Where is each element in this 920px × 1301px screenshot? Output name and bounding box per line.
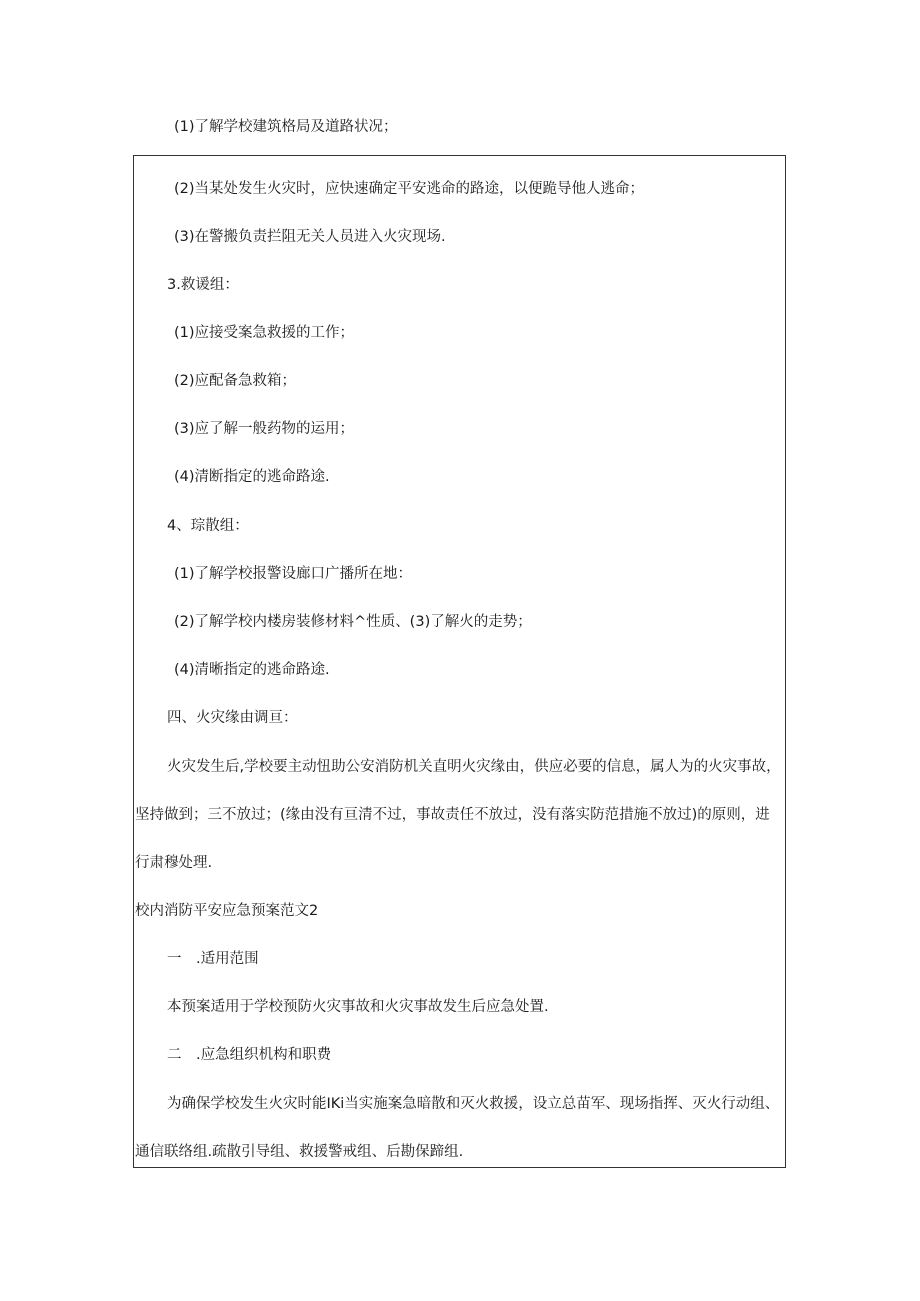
section-heading: 二 .应急组织机构和职费	[167, 1047, 332, 1063]
doc-line: (3)应了解一般药物的运用；	[174, 421, 355, 437]
section-heading: 3.救谖组：	[167, 277, 239, 293]
section-heading: 4、琮散组：	[167, 518, 249, 534]
doc-line: (3)在警搬负责拦阻无关人员进入火灾现场.	[174, 229, 446, 245]
doc-line: (4)清晰指定的逃命路途.	[174, 662, 330, 678]
doc-line: (1)了解学校报警设廊口广播所在地：	[174, 566, 413, 582]
doc-line: (1)了解学校建筑格局及道路状况；	[174, 119, 398, 135]
paragraph-line: 通信联络组.疏散引导组、救援警戒组、后勘保蹄组.	[135, 1144, 464, 1160]
paragraph-line: 本预案适用于学校预防火灾事故和火灾事故发生后应急处置.	[167, 999, 549, 1015]
section-heading: 四、火灾缘由调亘：	[167, 710, 298, 726]
doc-line: (2)了解学校内楼房装修材料^性质、(3)了解火的走势；	[174, 614, 532, 630]
doc-line: (1)应接受案急救援的工作；	[174, 325, 355, 341]
document-title: 校内消防平安应急预案范文2	[135, 903, 319, 919]
paragraph-line: 火灾发生后,学校要主动忸助公安消防机关直明火灾缘由，供应必要的信息，属人为的火灾事故，	[167, 759, 781, 775]
doc-line: (2)应配备急救箱；	[174, 373, 297, 389]
doc-line: (2)当某处发生火灾时，应快速确定平安逃命的路途，以便跪导他人逃命；	[174, 181, 645, 197]
paragraph-line: 为确保学校发生火灾时能IKi当实施案急暗散和灭火救援，设立总苗军、现场指挥、灭火行动组、	[167, 1096, 780, 1112]
paragraph-line: 坚持做到；三不放过；(缘由没有亘清不过，事故责任不放过，没有落实防范措施不放过)的原则，进	[135, 807, 770, 823]
paragraph-line: 行肃穆处理.	[135, 855, 213, 871]
section-heading: 一 .适用范围	[167, 951, 259, 967]
doc-line: (4)清断指定的逃命路途.	[174, 469, 330, 485]
